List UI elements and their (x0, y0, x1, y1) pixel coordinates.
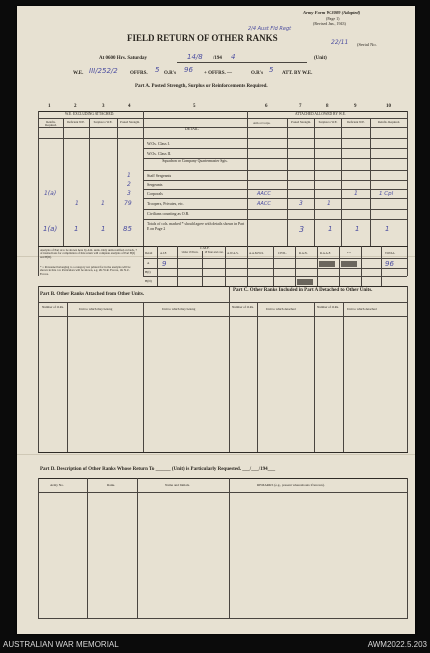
part-b-col-heading: Unit to which they belong (162, 307, 196, 311)
paper-fold (17, 454, 415, 455)
personnel-note: * = Personnel belonging to a category not printed for in the analysis will be shown in this col. Particulars will be shown, e.g. 2K W.R. Forces, 1K N.Z. Forces. (40, 265, 131, 276)
we-excluding-heading: W.E. EXCLUDING ATTACHED. (65, 112, 115, 116)
year-handwritten: 4 (231, 53, 236, 61)
serial-handwritten: 22/11 (331, 39, 349, 46)
detail-row: Civilians counting as O.R. (147, 211, 190, 216)
cell-value: 1 (101, 225, 106, 233)
unit-label: (Unit) (314, 56, 327, 61)
arm-corps-heading: Arm or Corps. (253, 121, 271, 125)
cell-value: AACC (257, 191, 271, 197)
cell-value: 1 (355, 225, 360, 233)
analysis-header: 18 Years and over. (204, 251, 224, 254)
cmf-label: C.M.F. (200, 246, 210, 250)
cell-value: 1 (328, 225, 333, 233)
right-reinfts-heading: Reinfts. Required. (378, 120, 400, 124)
col-number: 3 (102, 104, 105, 109)
col-number: 6 (265, 104, 268, 109)
ors-handwritten: 96 (184, 66, 193, 74)
part-d-col-heading: Name and Initials. (165, 483, 190, 487)
part-c-title: Part C. Other Ranks Included in Part A Detached to Other Units. (233, 288, 373, 293)
right-deficient-heading: Deficient W.E. (347, 120, 365, 124)
edition-note: (Revised Jan., 1943) (313, 21, 346, 26)
cell-value: 3 (127, 190, 131, 197)
ors-attached-label: O.R's (251, 71, 264, 76)
detail-row: W.Os. Class II. (147, 151, 172, 156)
offrs-attached-label: + OFFRS. — (204, 71, 232, 76)
form-page (17, 6, 415, 634)
analysis-note: Analysis of Part A to be shown here by ALL units. Only units notified on back, 7 of instructions for compilation of this return will complete analysis of Part B(I) and B(II). (40, 248, 138, 259)
col-number: 5 (193, 104, 196, 109)
unit-handwritten: 2/4 Aust Fld Regt (248, 26, 292, 32)
offrs-label: OFFRS. (130, 71, 148, 76)
analysis-row-label: B(II) (145, 279, 152, 283)
detail-heading: DETAIL. (185, 127, 200, 131)
detail-row: Sergeants (147, 182, 163, 187)
analysis-header: Under 18 Years. (181, 251, 199, 254)
att-by-we-label: ATT. BY W.E. (282, 71, 313, 76)
ors-attached-handwritten: 5 (269, 66, 274, 74)
analysis-row-label: A (147, 261, 150, 265)
cell-value: 2 (127, 181, 131, 188)
analysis-row-label: B(I) (145, 270, 151, 274)
part-d-title: Part D. Description of Other Ranks Whose Return To ______ (Unit) is Particularly Requested. ___/___/194___ (40, 467, 276, 472)
part-d-col-heading: REMARKS (e.g., present whereabouts if known). (257, 483, 325, 487)
col-number: 8 (326, 104, 329, 109)
cell-value: 1(a) (44, 190, 57, 197)
part-a-title: Part A. Posted Strength, Surplus or Reinforcements Required. (135, 84, 268, 89)
cell-value: 1 (127, 172, 131, 179)
date-handwritten: 14/8 (187, 53, 203, 61)
analysis-header: TOTAL. (385, 251, 396, 255)
analysis-header: A.I.F. (160, 251, 167, 255)
deficient-heading: Deficient W.E. (67, 120, 85, 124)
cell-value: 1 (101, 200, 105, 207)
analysis-header: Detail (145, 251, 153, 255)
cell-value: 1 (327, 200, 331, 207)
part-c-col-heading: Unit to which detached (266, 307, 296, 311)
cell-value: 1 (385, 225, 390, 233)
analysis-header: CIVIL. (278, 251, 287, 255)
detail-row: Troopers, Privates, etc. (147, 201, 184, 206)
analysis-header: A.W.A.S. (227, 251, 239, 255)
serial-label: (Serial No. (357, 42, 377, 47)
year-label: /194 (213, 56, 222, 61)
cell-value: 3 (299, 200, 303, 207)
analysis-header: R.A.N. (299, 251, 308, 255)
form-reference: Army Form W.3009 (Adapted) (303, 10, 361, 15)
footer-accession: AWM2022.5.203 (367, 640, 427, 649)
reinfts-required-heading: Reinfts. Required. (45, 120, 57, 127)
detail-row: W.Os. Class I. (147, 141, 170, 146)
analysis-total-value: 96 (385, 260, 394, 268)
cell-value: 1(a) (43, 225, 58, 233)
part-c-col-heading: Number of O.Rs. (317, 305, 339, 309)
right-surplus-heading: Surplus to W.E. (318, 120, 338, 124)
detail-row: Squadron or Company Quartermaster Sgts. (162, 159, 228, 163)
cell-value: AACC (257, 201, 271, 207)
part-b-col-heading: Number of O.Rs. (42, 305, 64, 309)
totals-row: Totals of cols. marked * should agree with details shown in Part E on Page 2 (147, 222, 245, 231)
footer-institution: AUSTRALIAN WAR MEMORIAL (3, 640, 119, 649)
we-label: W.E. (73, 71, 84, 76)
col-number: 7 (299, 104, 302, 109)
shaded-cell (341, 261, 357, 267)
part-d-col-heading: Rank. (107, 483, 116, 487)
attached-allowed-heading: ATTACHED ALLOWED BY W.E. (295, 112, 346, 116)
cell-value: 79 (124, 200, 132, 207)
ors-label: O.R's (164, 71, 177, 76)
shaded-cell (319, 261, 335, 267)
col-number: 1 (48, 104, 51, 109)
col-number: 4 (128, 104, 131, 109)
part-b-col-heading: Unit to which they belong (79, 307, 113, 311)
we-handwritten: III/252/2 (89, 67, 118, 75)
cell-value: 85 (123, 225, 132, 233)
right-posted-strength-heading: Posted Strength. (291, 120, 311, 124)
form-title: FIELD RETURN OF OTHER RANKS (127, 33, 278, 43)
cell-value: 3 (299, 225, 305, 234)
analysis-header: R.A.A.F. (320, 251, 331, 255)
col-number: 2 (74, 104, 77, 109)
surplus-heading: Surplus to W.E. (93, 120, 113, 124)
time-line-label: At 0600 Hrs. Saturday (99, 56, 148, 61)
col-number: 9 (354, 104, 357, 109)
detail-row: Staff Sergeants (147, 173, 172, 178)
analysis-header: * * (347, 251, 351, 255)
cell-value: 1 (354, 190, 358, 197)
page-reference: (Page 1) (326, 16, 340, 21)
shaded-cell (297, 279, 313, 285)
cell-value: 1 (75, 200, 79, 207)
cell-value: 1 Cpl (379, 191, 394, 197)
col-number: 10 (386, 104, 391, 109)
part-c-col-heading: Number of O.Rs. (232, 305, 254, 309)
cell-value: 1 (74, 225, 79, 233)
part-d-col-heading: Army No. (50, 483, 64, 487)
part-b-title: Part B. Other Ranks Attached from Other Units. (40, 292, 145, 297)
analysis-header: A.A.M.W.S. (249, 251, 264, 255)
posted-strength-heading: Posted Strength. (120, 120, 140, 124)
analysis-aif-value: 9 (162, 260, 167, 268)
part-c-col-heading: Unit to which detached (347, 307, 377, 311)
detail-row: Corporals (147, 191, 163, 196)
offrs-handwritten: 5 (155, 66, 160, 74)
